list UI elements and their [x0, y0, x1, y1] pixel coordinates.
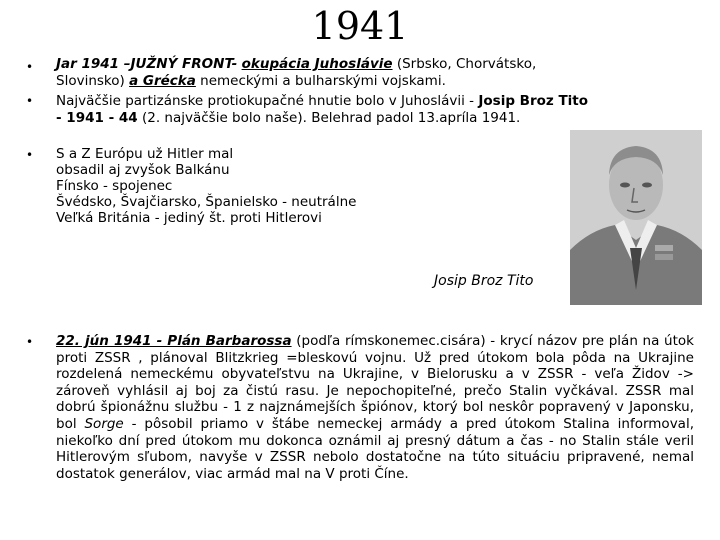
- bullet-icon: •: [26, 335, 34, 349]
- photo-caption: Josip Broz Tito: [434, 273, 534, 289]
- paragraph-europe: [56, 146, 436, 226]
- europe-line: obsadil aj zvyšok Balkánu: [56, 162, 230, 178]
- countries-text: (Srbsko, Chorvátsko,: [392, 56, 537, 72]
- tito-years: - 1941 - 44: [56, 109, 138, 126]
- europe-line: Fínsko - spojenec: [56, 178, 173, 194]
- bullet-icon: •: [26, 94, 34, 108]
- slovenia-text: Slovinsko): [56, 72, 125, 89]
- europe-line: S a Z Európu už Hitler mal: [56, 146, 234, 162]
- slide-title: 1941: [311, 4, 409, 48]
- occupation-text: okupácia Juhoslávie: [241, 56, 393, 72]
- belgrade-text: (2. najväčšie bolo naše). Belehrad padol 13.apríla 1941.: [137, 109, 521, 126]
- barbarossa-title: 22. jún 1941 - Plán Barbarossa: [56, 333, 292, 349]
- barbarossa-text: (podľa rímskonemec.cisára) - krycí názov pre plán na útok proti ZSSR , plánoval Blitzkrieg =bleskovú vojnu. Už pred útokom bola pôda na Ukrajine rozdelená nemeckému obyvateľstvu na Ukrajine, v Bielorusku a v ZSSR - veľa Židov -> zároveň vyhlásil aj boj za čistú rasu. Je nepochopiteľné, prečo Stalin vyčkával. ZSSR mal dobrú špionážnu službu - 1 z najznámejších špiónov, ktorý bol neskôr popravený v Japonsku, bol: [56, 333, 694, 432]
- partisans-text: Najväčšie partizánske protiokupačné hnutie bolo v Juhoslávii -: [56, 93, 475, 109]
- tito-name: Josip Broz Tito: [478, 93, 589, 109]
- south-front-text: Jar 1941 –JUŽNÝ FRONT-: [56, 56, 238, 72]
- barbarossa-text-end: - pôsobil priamo v štábe nemeckej armády a pred útokom Stalina informoval, niekoľko dní pred útokom mu dokonca oznámil aj presný dátum a čas - no Stalin stále veril Hitlerovým sľubom, navyše v ZSSR nebolo dostatočne na túto situáciu pripravené, nemal dostatok generálov, viac armád mal na V proti Číne.: [56, 415, 694, 482]
- sorge-name: Sorge: [84, 415, 124, 432]
- greece-text: a Grécka: [129, 72, 196, 89]
- paragraph-partisans: [56, 93, 696, 126]
- bullet-icon: •: [26, 60, 34, 74]
- europe-line: Veľká Británia - jediný št. proti Hitlerovi: [56, 210, 322, 226]
- europe-line: Švédsko, Švajčiarsko, Španielsko - neutrálne: [56, 194, 357, 210]
- paragraph-barbarossa: [56, 333, 694, 482]
- armies-text: nemeckými a bulharskými vojskami.: [195, 72, 446, 89]
- bullet-icon: •: [26, 148, 34, 162]
- paragraph-yugoslavia: [56, 56, 696, 89]
- tito-portrait-photo: [570, 130, 702, 305]
